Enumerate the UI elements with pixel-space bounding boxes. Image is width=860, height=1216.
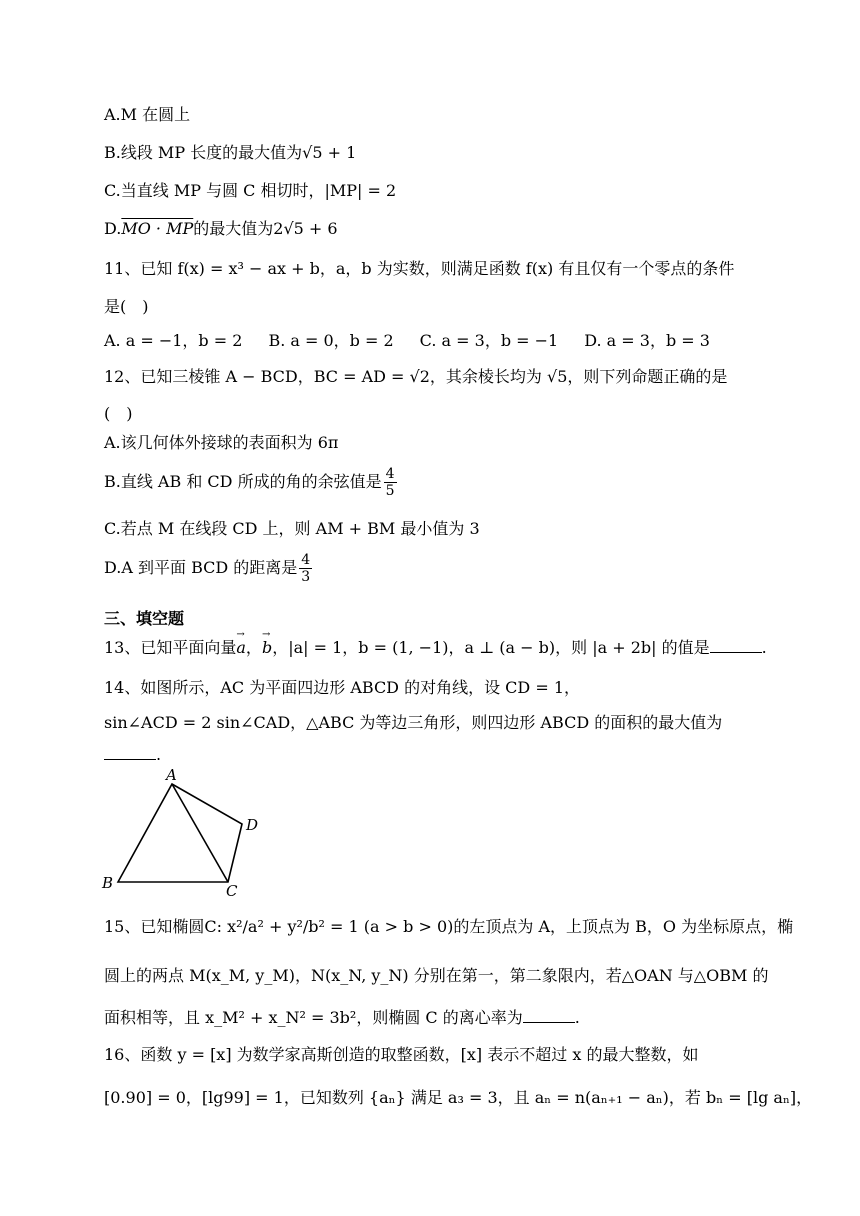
diagonal-ac <box>172 784 228 882</box>
q12-option-d <box>104 552 314 585</box>
q12-stem-line2: ( ) <box>104 404 133 423</box>
q14-stem-line2: sin∠ACD = 2 sin∠CAD，△ABC 为等边三角形，则四边形 ABCD 的面积的最大值为 <box>104 713 723 732</box>
q14-answer-blank[interactable] <box>104 745 156 760</box>
q11-option-d: D. a = 3，b = 3 <box>584 331 710 350</box>
q16-stem-line2: [0.90] = 0，[lg99] = 1，已知数列 {aₙ} 满足 a₃ = 3，且 aₙ = n(aₙ₊₁ − aₙ)，若 bₙ = [lg aₙ]， <box>104 1088 813 1107</box>
q13-answer-blank[interactable] <box>710 638 762 653</box>
q10-option-b-value: √5 + 1 <box>302 143 357 162</box>
q12-option-c: C.若点 M 在线段 CD 上，则 AM + BM 最小值为 3 <box>104 519 480 538</box>
quadrilateral-figure <box>96 762 276 898</box>
q13-stem: 13、已知平面向量→ a，→ b，|a| = 1，b = (1, −1)，a ⊥ (a − b)，则 |a + 2b| 的值是 . <box>104 637 767 659</box>
q11-option-c: C. a = 3，b = −1 <box>419 331 559 350</box>
q15-end: . <box>574 1008 580 1027</box>
q11-option-a: A. a = −1，b = 2 <box>104 331 243 350</box>
q16-stem-line1: 16、函数 y = [x] 为数学家高斯创造的取整函数，[x] 表示不超过 x 的最大整数，如 <box>104 1045 699 1064</box>
q11-stem-line2: 是( ) <box>104 297 149 316</box>
q15-stem-line3 <box>104 1007 580 1029</box>
q12-option-a: A.该几何体外接球的表面积为 6π <box>104 433 339 452</box>
q12-option-d-denominator: 3 <box>301 569 311 585</box>
q13-vector-a: → a <box>236 637 246 659</box>
q15-text-prefix: 15、已知椭圆 <box>104 917 205 936</box>
q12-option-d-text: D.A 到平面 BCD 的距离是 <box>104 558 298 577</box>
q10-option-c-value: |MP| = 2 <box>324 181 397 200</box>
q10-option-d-label: D. <box>104 219 122 238</box>
q15-stem-line1 <box>104 916 793 938</box>
q11-option-b: B. a = 0，b = 2 <box>268 331 394 350</box>
q10-option-d-vector-expr: MO · MP <box>121 219 194 238</box>
q13-text-b: ，|a| = 1，b = (1, −1)，a ⊥ (a − b)，则 |a + 2b| 的值是 <box>272 638 710 657</box>
q15-ellipse-equation: C: x²/a² + y²/b² = 1 (a > b > 0) <box>204 917 454 936</box>
q15-text-line3: 面积相等，且 x_M² + x_N² = 3b²，则椭圆 C 的离心率为 <box>104 1008 523 1027</box>
q10-option-a: A.M 在圆上 <box>104 105 191 124</box>
q10-option-d-value: 2√5 + 6 <box>273 219 338 238</box>
q13-vector-b: → b <box>262 637 272 659</box>
q10-option-c-text: C.当直线 MP 与圆 C 相切时， <box>104 181 325 200</box>
q12-option-b-numerator: 4 <box>385 466 395 482</box>
q15-answer-blank[interactable] <box>523 1008 575 1023</box>
q15-stem-line2: 圆上的两点 M(x_M, y_M)，N(x_N, y_N) 分别在第一，第二象限内，若△OAN 与△OBM 的 <box>104 966 769 985</box>
q10-option-d-text: 的最大值为 <box>193 219 274 238</box>
vertex-label-b: B <box>102 874 114 892</box>
q10-option-d <box>104 218 338 240</box>
q13-text-a: 13、已知平面向量 <box>104 638 237 657</box>
q10-option-b <box>104 142 356 164</box>
q11-stem-line1: 11、已知 f(x) = x³ − ax + b，a，b 为实数，则满足函数 f(x) 有且仅有一个零点的条件 <box>104 259 735 278</box>
vertex-label-a: A <box>166 766 177 784</box>
q11-options <box>104 330 710 352</box>
q12-option-b-denominator: 5 <box>385 483 395 499</box>
q12-option-d-fraction <box>299 552 312 585</box>
q12-option-b-fraction <box>384 466 397 499</box>
q12-option-b-text: B.直线 AB 和 CD 所成的角的余弦值是 <box>104 472 382 491</box>
q15-text-suffix: 的左顶点为 A，上顶点为 B，O 为坐标原点，椭 <box>453 917 794 936</box>
q14-stem-line1: 14、如图所示，AC 为平面四边形 ABCD 的对角线，设 CD = 1， <box>104 678 581 697</box>
q10-option-c <box>104 180 396 202</box>
q14-end: . <box>156 745 162 764</box>
vertex-label-d: D <box>246 816 259 834</box>
q10-option-b-text: B.线段 MP 长度的最大值为 <box>104 143 303 162</box>
section-title-fill-in: 三、填空题 <box>104 609 185 628</box>
vertex-label-c: C <box>226 882 238 898</box>
q12-option-d-numerator: 4 <box>301 552 311 568</box>
q12-option-b <box>104 466 399 499</box>
q13-end: . <box>761 638 767 657</box>
q12-stem-line1: 12、已知三棱锥 A − BCD，BC = AD = √2，其余棱长均为 √5，则下列命题正确的是 <box>104 367 728 386</box>
